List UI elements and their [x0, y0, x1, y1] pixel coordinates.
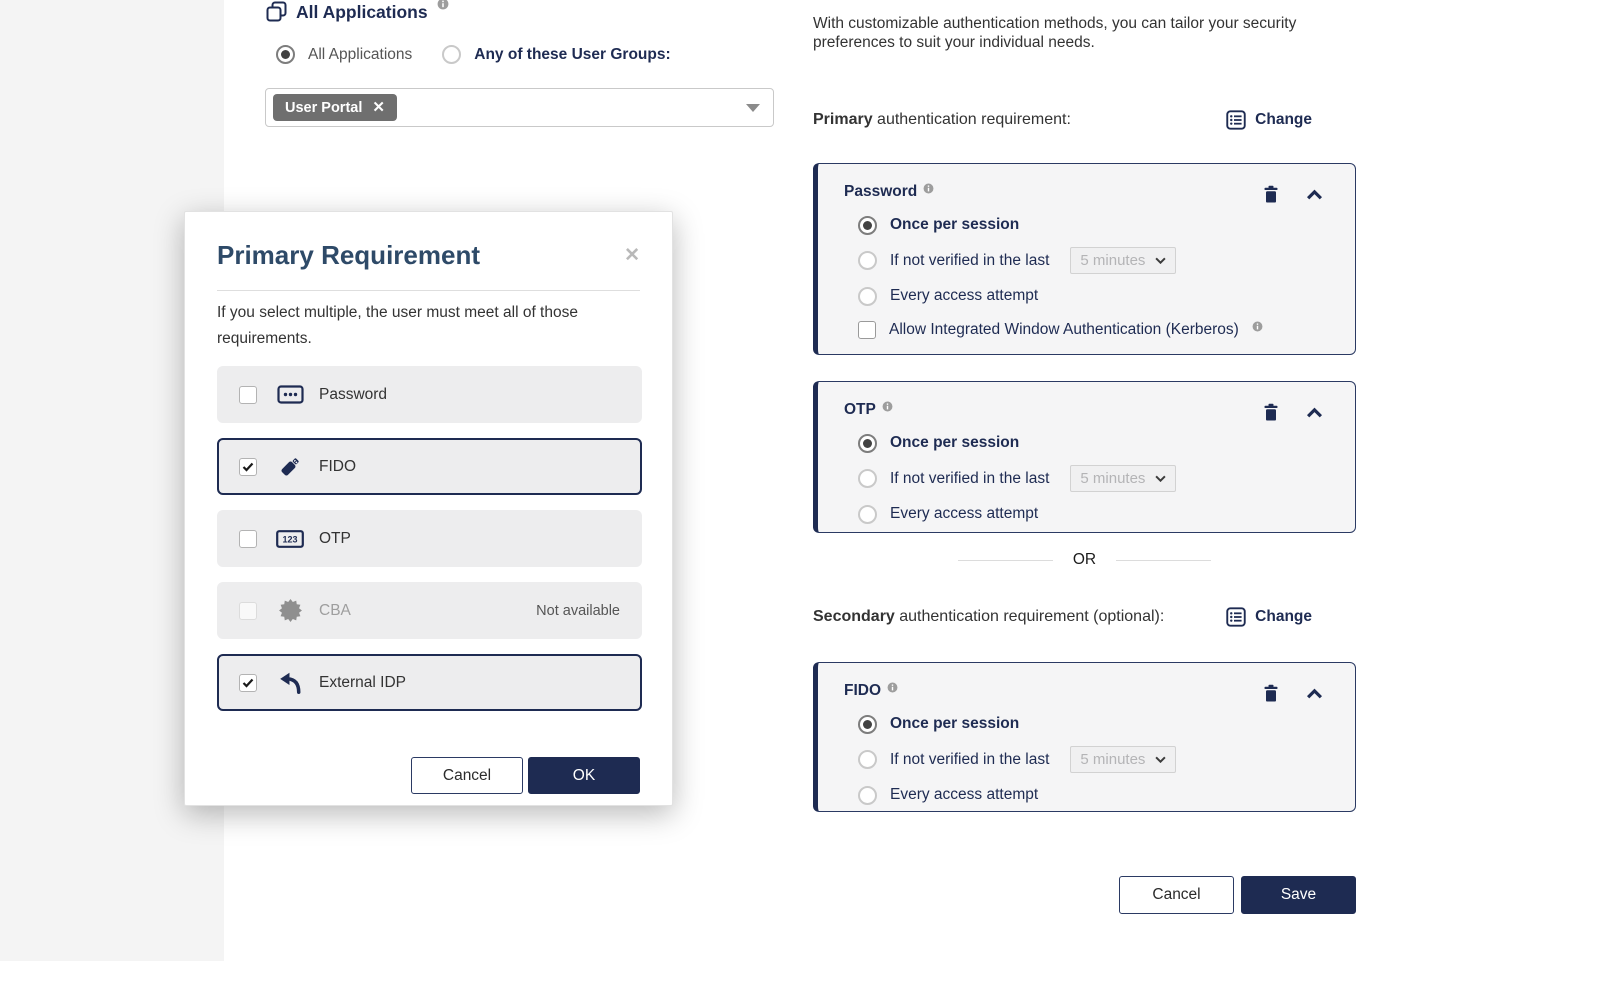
method-label: CBA — [319, 601, 351, 619]
applications-title: All Applications — [296, 2, 428, 22]
interval-select[interactable]: 5 minutes — [1070, 465, 1176, 492]
primary-card-otp — [813, 381, 1356, 533]
radio-once-per-session[interactable] — [858, 216, 877, 235]
chevron-down-icon — [1155, 475, 1166, 482]
delete-icon[interactable] — [1263, 403, 1279, 421]
selected-group-tag — [273, 94, 397, 121]
option-label: If not verified in the last — [890, 469, 1050, 487]
modal-description: If you select multiple, the user must meet all of those requirements. — [217, 304, 578, 347]
authentication-panel — [813, 0, 1356, 990]
radio-if-not-verified[interactable] — [858, 469, 877, 488]
usb-key-icon — [275, 454, 305, 480]
radio-once-per-session[interactable] — [858, 434, 877, 453]
selected-group-tag-label: User Portal — [285, 99, 363, 116]
info-icon — [437, 0, 449, 10]
cancel-button[interactable]: Cancel — [1119, 876, 1234, 914]
radio-if-not-verified[interactable] — [858, 251, 877, 270]
card-title: OTP — [844, 401, 876, 418]
intro-text: With customizable authentication methods, you can tailor your security preferences to suit your individual needs. — [813, 15, 1297, 51]
method-row-password[interactable] — [217, 366, 642, 423]
option-label: Every access attempt — [890, 786, 1039, 803]
chevron-down-icon — [1155, 756, 1166, 763]
modal-ok-button[interactable]: OK — [528, 757, 640, 794]
info-icon — [923, 183, 934, 194]
remove-tag-icon[interactable]: ✕ — [372, 99, 385, 116]
method-row-fido[interactable] — [217, 438, 642, 495]
chevron-down-icon — [1155, 257, 1166, 264]
certificate-seal-icon — [275, 598, 305, 623]
redirect-arrow-icon — [275, 671, 305, 695]
user-groups-dropdown[interactable] — [265, 88, 774, 127]
kerberos-checkbox[interactable] — [858, 321, 876, 339]
method-row-otp[interactable] — [217, 510, 642, 567]
or-divider-line — [958, 560, 1053, 561]
modal-title: Primary Requirement — [217, 240, 480, 270]
radio-every-access[interactable] — [858, 786, 877, 805]
radio-every-access[interactable] — [858, 287, 877, 306]
or-label: OR — [1072, 551, 1097, 568]
all-applications-radio-label: All Applications — [308, 45, 413, 63]
radio-every-access[interactable] — [858, 505, 877, 524]
list-icon — [1226, 607, 1246, 627]
method-label: FIDO — [319, 457, 357, 475]
option-label: If not verified in the last — [890, 251, 1050, 269]
modal-cancel-button[interactable]: Cancel — [411, 757, 523, 794]
application-scope-radios — [276, 45, 671, 64]
delete-icon[interactable] — [1263, 185, 1279, 203]
or-divider — [813, 551, 1356, 569]
not-available-badge: Not available — [536, 602, 620, 619]
secondary-card-fido — [813, 662, 1356, 812]
method-label: External IDP — [319, 673, 407, 691]
option-label: Every access attempt — [890, 505, 1039, 522]
modal-divider — [217, 290, 640, 291]
cba-checkbox — [239, 602, 257, 620]
secondary-requirement-row — [813, 607, 1356, 627]
collapse-icon[interactable] — [1306, 688, 1323, 699]
option-label: Allow Integrated Window Authentication (Kerberos) — [889, 321, 1239, 338]
svg-text:123: 123 — [282, 534, 298, 545]
method-label: Password — [319, 385, 388, 403]
card-title: Password — [844, 183, 918, 200]
close-icon[interactable]: ✕ — [624, 245, 640, 266]
dropdown-caret-icon[interactable] — [746, 104, 760, 112]
all-applications-radio[interactable] — [276, 45, 295, 64]
secondary-requirement-label: Secondary authentication requirement (optional): — [813, 608, 1165, 625]
primary-card-password — [813, 163, 1356, 355]
save-button[interactable]: Save — [1241, 876, 1356, 914]
delete-icon[interactable] — [1263, 684, 1279, 702]
fido-checkbox[interactable] — [239, 458, 257, 476]
radio-once-per-session[interactable] — [858, 715, 877, 734]
page-footer-actions — [1119, 876, 1356, 914]
stacked-windows-icon — [266, 1, 287, 22]
option-label: Once per session — [890, 434, 1020, 451]
info-icon — [1252, 321, 1263, 332]
option-label: If not verified in the last — [890, 750, 1050, 768]
secondary-change-link[interactable]: Change — [1226, 607, 1312, 627]
password-field-icon — [275, 385, 305, 404]
external-idp-checkbox[interactable] — [239, 674, 257, 692]
radio-if-not-verified[interactable] — [858, 750, 877, 769]
primary-change-link[interactable]: Change — [1226, 110, 1312, 130]
collapse-icon[interactable] — [1306, 189, 1323, 200]
modal-footer — [411, 757, 640, 794]
option-label: Every access attempt — [890, 287, 1039, 304]
otp-123-icon — [275, 530, 305, 548]
info-icon — [887, 682, 898, 693]
primary-requirement-label: Primary authentication requirement: — [813, 111, 1071, 128]
method-row-cba — [217, 582, 642, 639]
option-label: Once per session — [890, 715, 1020, 732]
card-title: FIDO — [844, 682, 882, 699]
interval-select[interactable]: 5 minutes — [1070, 746, 1176, 773]
applications-header — [266, 1, 449, 23]
password-checkbox[interactable] — [239, 386, 257, 404]
info-icon — [882, 401, 893, 412]
user-groups-radio-label: Any of these User Groups: — [474, 45, 671, 63]
primary-requirement-row — [813, 110, 1356, 130]
otp-checkbox[interactable] — [239, 530, 257, 548]
method-label: OTP — [319, 529, 351, 547]
collapse-icon[interactable] — [1306, 407, 1323, 418]
method-row-external-idp[interactable] — [217, 654, 642, 711]
or-divider-line — [1116, 560, 1211, 561]
primary-requirement-modal — [184, 211, 673, 806]
interval-select[interactable]: 5 minutes — [1070, 247, 1176, 274]
list-icon — [1226, 110, 1246, 130]
option-label: Once per session — [890, 216, 1020, 233]
user-groups-radio[interactable] — [442, 45, 461, 64]
